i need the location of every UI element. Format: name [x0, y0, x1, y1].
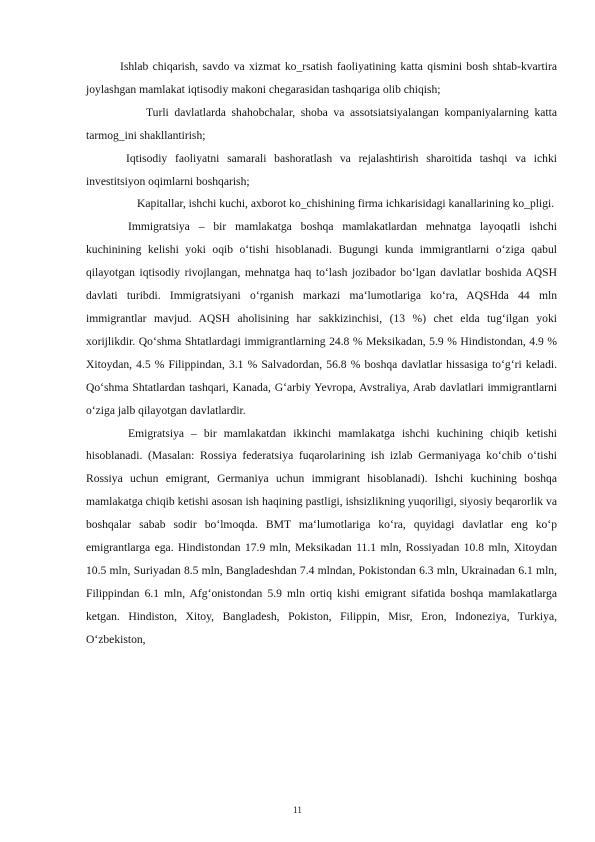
paragraph-investment-flows: Iqtisodiy faoliyatni samarali bashoratlash va rejalashtirish sharoitida tashqi va ichki investitsiyon oqimlarni boshqarish; — [86, 151, 557, 188]
paragraph-internal-channels: Kapitallar, ishchi kuchi, axborot ko_chishining firma ichkarisidagi kanallarining ko_pligi. — [137, 197, 555, 211]
paragraph-branch-network: Turli davlatlarda shahobchalar, shoba va assotsiatsiyalangan kompaniyalarning katta tarmog_ini shakllantirish; — [86, 105, 557, 142]
body-text — [86, 56, 557, 652]
paragraph-production-abroad: Ishlab chiqarish, savdo va xizmat ko_rsatish faoliyatining katta qismini bosh shtab-kvartira joylashgan mamlakat iqtisodiy makoni chegarasidan tashqariga olib chiqish; — [86, 60, 557, 96]
page-number: 11 — [293, 805, 302, 815]
paragraph-emigration: Emigratsiya – bir mamlakatdan ikkinchi mamlakatga ishchi kuchining chiqib ketishi hisoblanadi. (Masalan: Rossiya federatsiya fuqarolarining ish izlab Germaniyaga ko‘chib o‘tishi Rossiya uchun emigrant, Germaniya uchun immigrant hisoblanadi). Ishchi kuchining boshqa mamlakatga chiqib ketishi asosan ish haqining pastligi, ishsizlikning yuqoriligi, siyosiy beqarorlik va boshqalar sabab sodir bo‘lmoqda. BMT ma‘lumotlariga ko‘ra, quyidagi davlatlar eng ko‘p emigrantlarga ega. Hindistondan 17.9 mln, Meksikadan 11.1 mln, Rossiyadan 10.8 mln, Xitoydan 10.5 mln, Suriyadan 8.5 mln, Bangladeshdan 7.4 mlndan, Pokistondan 6.3 mln, Ukrainadan 6.1 mln, Filippindan 6.1 mln, Afg‘onistondan 5.9 mln ortiq kishi emigrant sifatida boshqa mamlakatlarga ketgan. Hindiston, Xitoy, Bangladesh, Pokiston, Filippin, Misr, Eron, Indoneziya, Turkiya, O‘zbekiston, — [86, 426, 557, 646]
paragraph-immigration: Immigratsiya – bir mamlakatga boshqa mamlakatlardan mehnatga layoqatli ishchi kuchinining kelishi yoki oqib o‘tishi hisoblanadi. Bugungi kunda immigrantlarni o‘ziga qabul qilayotgan iqtisodiy rivojlangan, mehnatga haq to‘lash jozibador bo‘lgan davlatlar boshida AQSH davlati turibdi. Immigratsiyani o‘rganish markazi ma‘lumotlariga ko‘ra, AQSHda 44 mln immigrantlar mavjud. AQSH aholisining har sakkizinchisi, (13 %) chet elda tug‘ilgan yoki xorijlikdir. Qo‘shma Shtatlardagi immigrantlarning 24.8 % Meksikadan, 5.9 % Hindistondan, 4.9 % Xitoydan, 4.5 % Filippindan, 3.1 % Salvadordan, 56.8 % boshqa davlatlar hissasiga to‘g‘ri keladi. Qo‘shma Shtatlardan tashqari, Kanada, G‘arbiy Yevropa, Avstraliya, Arab davlatlari immigrantlarni o‘ziga jalb qilayotgan davlatlardir. — [86, 220, 557, 417]
